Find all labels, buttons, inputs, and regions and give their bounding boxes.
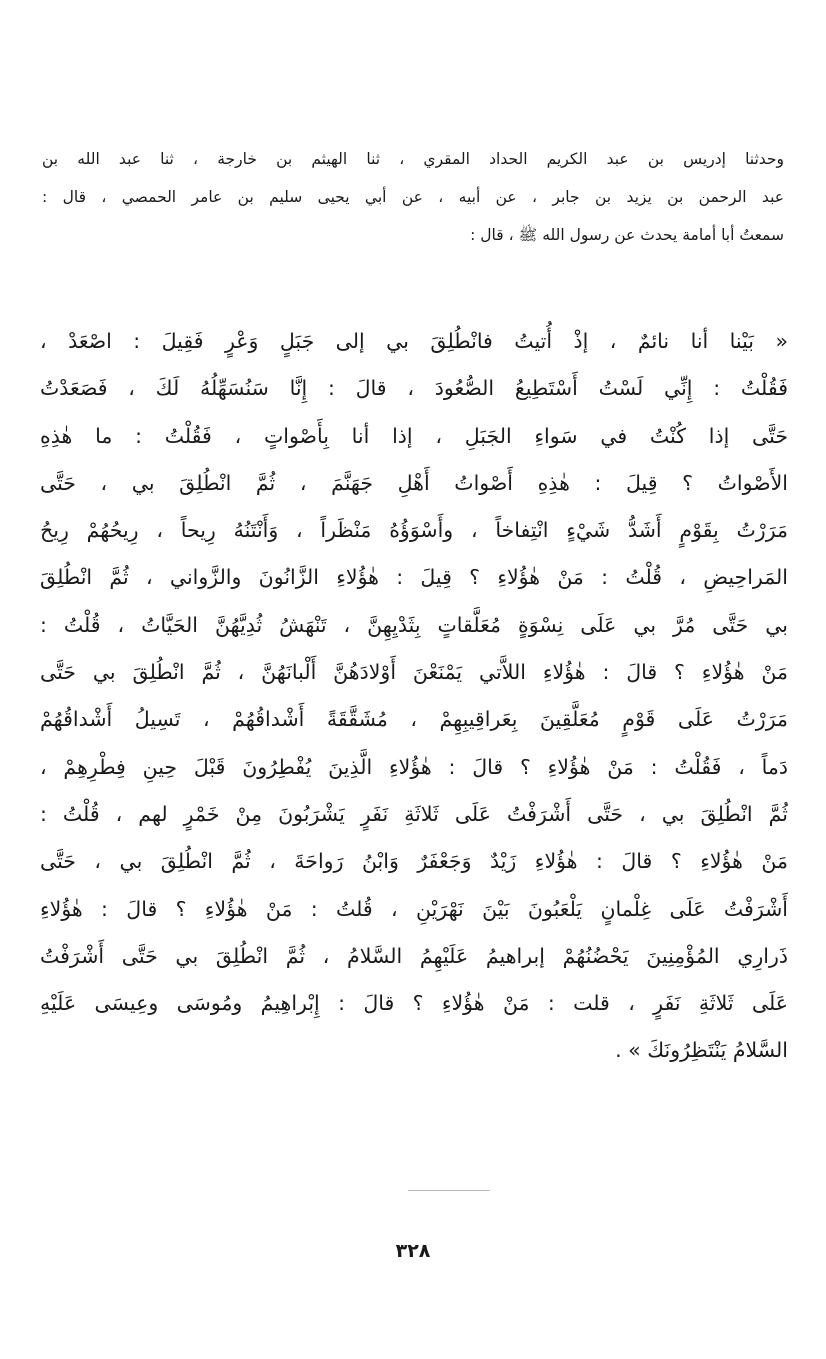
separator-rule: [408, 1190, 490, 1191]
hadith-text: [40, 318, 788, 1075]
hadith-line: مَرَرْتُ بِقَوْمٍ أَشَدُّ شَيْءٍ انْتِفاخاً ، وأَسْوَؤُهُ مَنْظَراً ، وَأَنْتَنُهُ رِيحاً ، رِيحُهُمْ رِيحُ: [40, 518, 788, 543]
isnad-chain: [42, 140, 784, 254]
hadith-line: عَلَى ثَلاثَةِ نَفَرٍ ، قلت : مَنْ هٰؤُلاءِ ؟ قالَ : إِبْراهِيمُ ومُوسَى وعِيسَى عَلَيْهِ: [40, 991, 788, 1016]
hadith-line: بي حَتَّى مُرَّ بي عَلَى نِسْوَةٍ مُعَلَّقاتٍ بِثَدْيِهِنَّ ، تَنْهَشُ ثُدِيَّهُنَّ الحَيَّاتُ ، قُلْتُ :: [40, 612, 788, 637]
hadith-line: الأَصْواتُ ؟ قِيلَ : هٰذِهِ أَصْواتُ أَهْلِ جَهَنَّمَ ، ثُمَّ انْطُلِقَ بي ، حَتَّى: [40, 470, 788, 495]
hadith-line: مَنْ هٰؤُلاءِ ؟ قالَ : هٰؤُلاءِ اللاَّتي يَمْنَعْنَ أَوْلادَهُنَّ أَلْبانَهُنَّ ، ثُمَّ انْطُلِقَ بي حَتَّى: [40, 660, 788, 685]
page-number: ٣٢٨: [395, 1240, 431, 1262]
isnad-line: عبد الرحمن بن يزيد بن جابر ، عن أبيه ، عن أبي يحيى سليم بن عامر الحمصي ، قال :: [42, 188, 784, 206]
hadith-line: فَقُلْتُ : إِنِّي لَسْتُ أَسْتَطِيعُ الصُّعُودَ ، قالَ : إِنَّا سَنُسَهِّلُهُ لَكَ ، فَصَعَدْتُ: [40, 376, 788, 401]
hadith-line: مَرَرْتُ عَلَى قَوْمٍ مُعَلَّقِينَ بِعَراقِيبِهِمْ ، مُشَقَّقَةً أَشْداقُهُمْ ، تَسِيلُ أَشْداقُهُمْ: [40, 707, 788, 732]
isnad-line: وحدثنا إدريس بن عبد الكريم الحداد المقري ، ثنا الهيثم بن خارجة ، ثنا عبد الله بن: [42, 150, 784, 168]
hadith-line: ثُمَّ انْطُلِقَ بي ، حَتَّى أَشْرَفْتُ عَلَى ثَلاثَةِ نَفَرٍ يَشْرَبُونَ مِنْ خَمْرٍ لهم ، قُلْتُ :: [40, 801, 788, 826]
hadith-line: مَنْ هٰؤُلاءِ ؟ قالَ : هٰؤُلاءِ زَيْدٌ وَجَعْفَرٌ وَابْنُ رَواحَةَ ، ثُمَّ انْطُلِقَ بي ، حَتَّى: [40, 849, 788, 874]
hadith-line: دَماً ، فَقُلْتُ : مَنْ هٰؤُلاءِ ؟ قالَ : هٰؤُلاءِ الَّذِينَ يُفْطِرُونَ قَبْلَ حِينِ فِطْرِهِمْ ،: [40, 754, 788, 779]
isnad-line: سمعتُ أبا أمامة يحدث عن رسول الله ﷺ ، قال :: [470, 226, 784, 244]
hadith-line: حَتَّى إذا كُنْتُ في سَواءِ الجَبَلِ ، إذا أنا بِأَصْواتٍ ، فَقُلْتُ : ما هٰذِهِ: [40, 423, 788, 448]
hadith-line: أَشْرَفْتُ عَلَى غِلْمانٍ يَلْعَبُونَ بَيْنَ نَهْرَيْنِ ، قُلتُ : مَنْ هٰؤُلاءِ ؟ قالَ : هٰؤُلاءِ: [40, 896, 788, 921]
hadith-line: المَراحِيضِ ، قُلْتُ : مَنْ هٰؤُلاءِ ؟ قِيلَ : هٰؤُلاءِ الزَّانُونَ والزَّواني ، ثُمَّ انْطُلِقَ: [40, 565, 788, 590]
hadith-line: السَّلامُ يَنْتَظِرُونَكَ » .: [615, 1038, 788, 1063]
hadith-line: « بَيْنا أنا نائمٌ ، إذْ أُتيتُ فانْطُلِقَ بي إلى جَبَلٍ وَعْرٍ فَقِيلَ : اصْعَدْ ،: [40, 329, 788, 353]
hadith-line: ذَرارِي المُؤْمِنِينَ يَحْضُنُهُمْ إبراهيمُ عَلَيْهِمُ السَّلامُ ، ثُمَّ انْطُلِقَ بي حَتَّى أَشْرَفْتُ: [40, 943, 788, 968]
